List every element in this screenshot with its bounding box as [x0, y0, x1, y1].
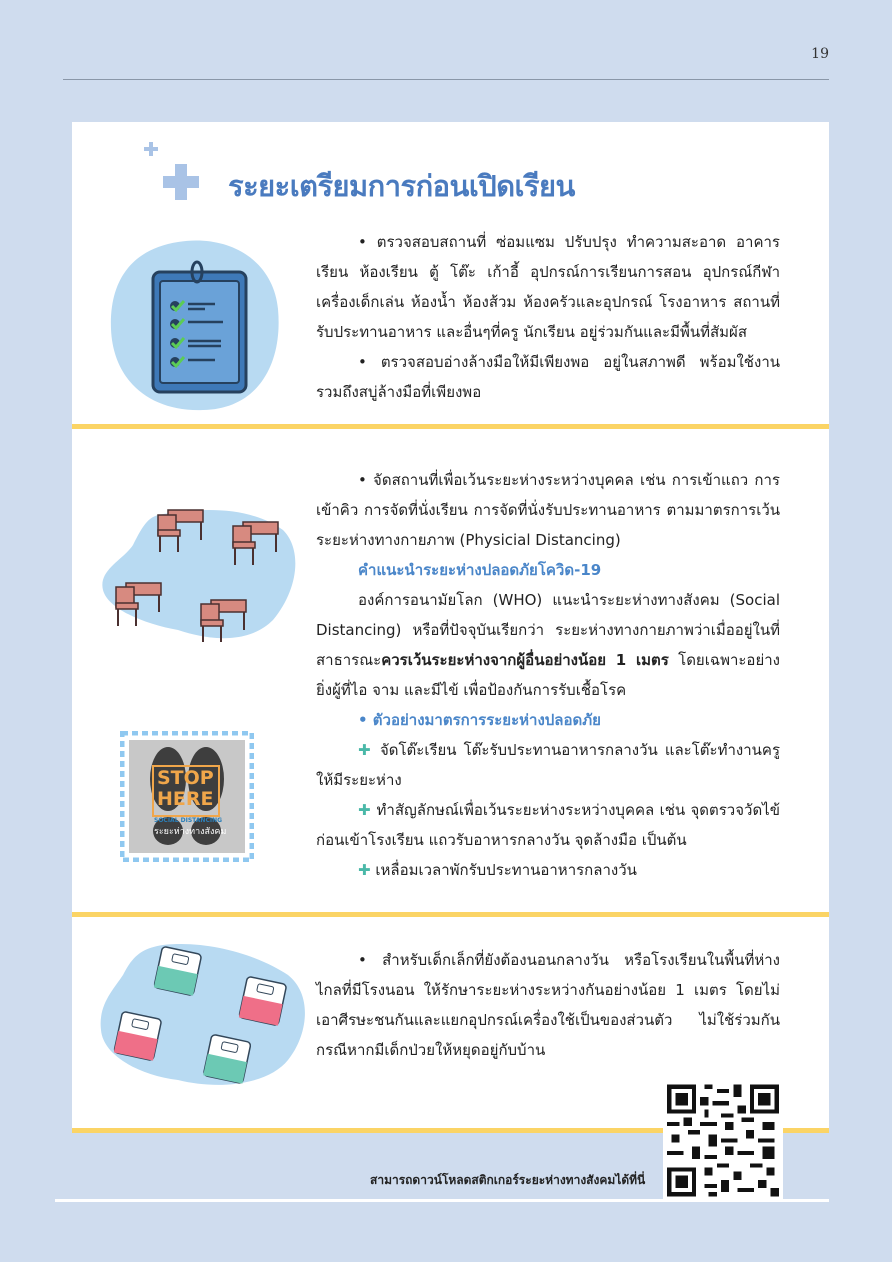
example-item	[316, 735, 780, 795]
section-2-text	[316, 465, 780, 885]
spaced-desks-icon	[98, 490, 308, 650]
here-label: HERE	[157, 788, 214, 810]
example-item	[316, 855, 780, 885]
page-number: 19	[811, 46, 829, 62]
sign-caption-th: ระยะห่างทางสังคม	[154, 827, 227, 837]
plus-bullet-icon: ✚	[358, 741, 373, 759]
sign-caption-en: SOCIAL DISTANCING	[154, 817, 223, 824]
spaced-sleeping-mats-icon	[98, 940, 313, 1090]
plus-bullet-icon: ✚	[358, 801, 372, 819]
covid-distance-subheading: คำแนะนำระยะห่างปลอดภัยโควิด-19	[358, 561, 602, 579]
header-rule	[63, 79, 829, 80]
examples-heading: • ตัวอย่างมาตรการระยะห่างปลอดภัย	[358, 711, 601, 729]
section-1-paragraph: • ตรวจสอบอ่างล้างมือให้มีเพียงพอ อยู่ในสภาพดี พร้อมใช้งาน รวมถึงสบู่ล้างมือที่เพียงพอ	[316, 353, 780, 401]
who-text-tail: โดยเฉพาะอย่างยิ่งผู้ที่ไอ จาม และมีไข้ เพื่อป้องกันการรับเชื้อโรค	[316, 651, 780, 699]
example-text: จัดโต๊ะเรียน โต๊ะรับประทานอาหารกลางวัน และโต๊ะทำงานครูให้มีระยะห่าง	[316, 741, 780, 789]
example-text: ทำสัญลักษณ์เพื่อเว้นระยะห่างระหว่างบุคคล เช่น จุดตรวจวัดไข้ก่อนเข้าโรงเรียน แถวรับอาหารกลางวัน จุดล้างมือ เป็นต้น	[316, 801, 780, 849]
who-text-emphasis: ควรเว้นระยะห่างจากผู้อื่นอย่างน้อย 1 เมตร	[381, 651, 669, 669]
section-divider	[72, 424, 829, 429]
plus-icon-large	[163, 164, 199, 200]
section-1-paragraph: • ตรวจสอบสถานที่ ซ่อมแซม ปรับปรุง ทำความสะอาด อาคารเรียน ห้องเรียน ตู้ โต๊ะ เก้าอี้ อุปกรณ์การเรียนการสอน อุปกรณ์กีฬา เครื่องเด็กเล่น ห้องน้ำ ห้องส้วม ห้องครัวและอุปกรณ์ โรงอาหาร สถานที่รับประทานอาหาร และอื่นๆที่ครู นักเรียน อยู่ร่วมกันและมีพื้นที่สัมผัส	[316, 233, 780, 341]
who-recommendation	[316, 585, 780, 705]
stop-here-floor-sticker	[120, 731, 254, 862]
section-3-text	[316, 945, 780, 1065]
stop-here-label	[157, 768, 214, 810]
section-3-paragraph: • สำหรับเด็กเล็กที่ยังต้องนอนกลางวัน หรือโรงเรียนในพื้นที่ห่างไกลที่มีโรงนอน ให้รักษาระยะห่างระหว่างกันอย่างน้อย 1 เมตร โดยไม่เอาศีรษะชนกันและแยกอุปกรณ์เครื่องใช้เป็นของส่วนตัว ไม่ใช้ร่วมกัน กรณีหากมีเด็กป่วยให้หยุดอยู่กับบ้าน	[316, 951, 780, 1059]
page-title: ระยะเตรียมการก่อนเปิดเรียน	[228, 169, 575, 203]
stop-label: STOP	[157, 767, 214, 789]
section-2-intro: • จัดสถานที่เพื่อเว้นระยะห่างระหว่างบุคคล เช่น การเข้าแถว การเข้าคิว การจัดที่นั่งเรียน การจัดที่นั่งรับประทานอาหาร ตามมาตรการเว้นระยะห่างทางกายภาพ (Physicial Distancing)	[316, 471, 780, 549]
footer-rule	[55, 1199, 829, 1202]
plus-bullet-icon: ✚	[358, 861, 371, 879]
plus-icon-small	[144, 142, 158, 156]
example-text: เหลื่อมเวลาพักรับประทานอาหารกลางวัน	[375, 861, 637, 879]
section-1-text	[316, 227, 780, 407]
sticker-download-note: สามารถดาวน์โหลดสติกเกอร์ระยะห่างทางสังคมได้ที่นี่	[370, 1173, 646, 1187]
clipboard-checklist-icon	[108, 234, 283, 414]
section-divider	[72, 912, 829, 917]
who-text: องค์การอนามัยโลก (WHO) แนะนำระยะห่างทางสังคม (Social Distancing) หรือที่ปัจจุบันเรียกว่า ระยะห่างทางกายภาพว่าเมื่ออยู่ในที่สาธารณะ	[316, 591, 780, 669]
qr-code-icon[interactable]	[663, 1080, 783, 1201]
example-item	[316, 795, 780, 855]
